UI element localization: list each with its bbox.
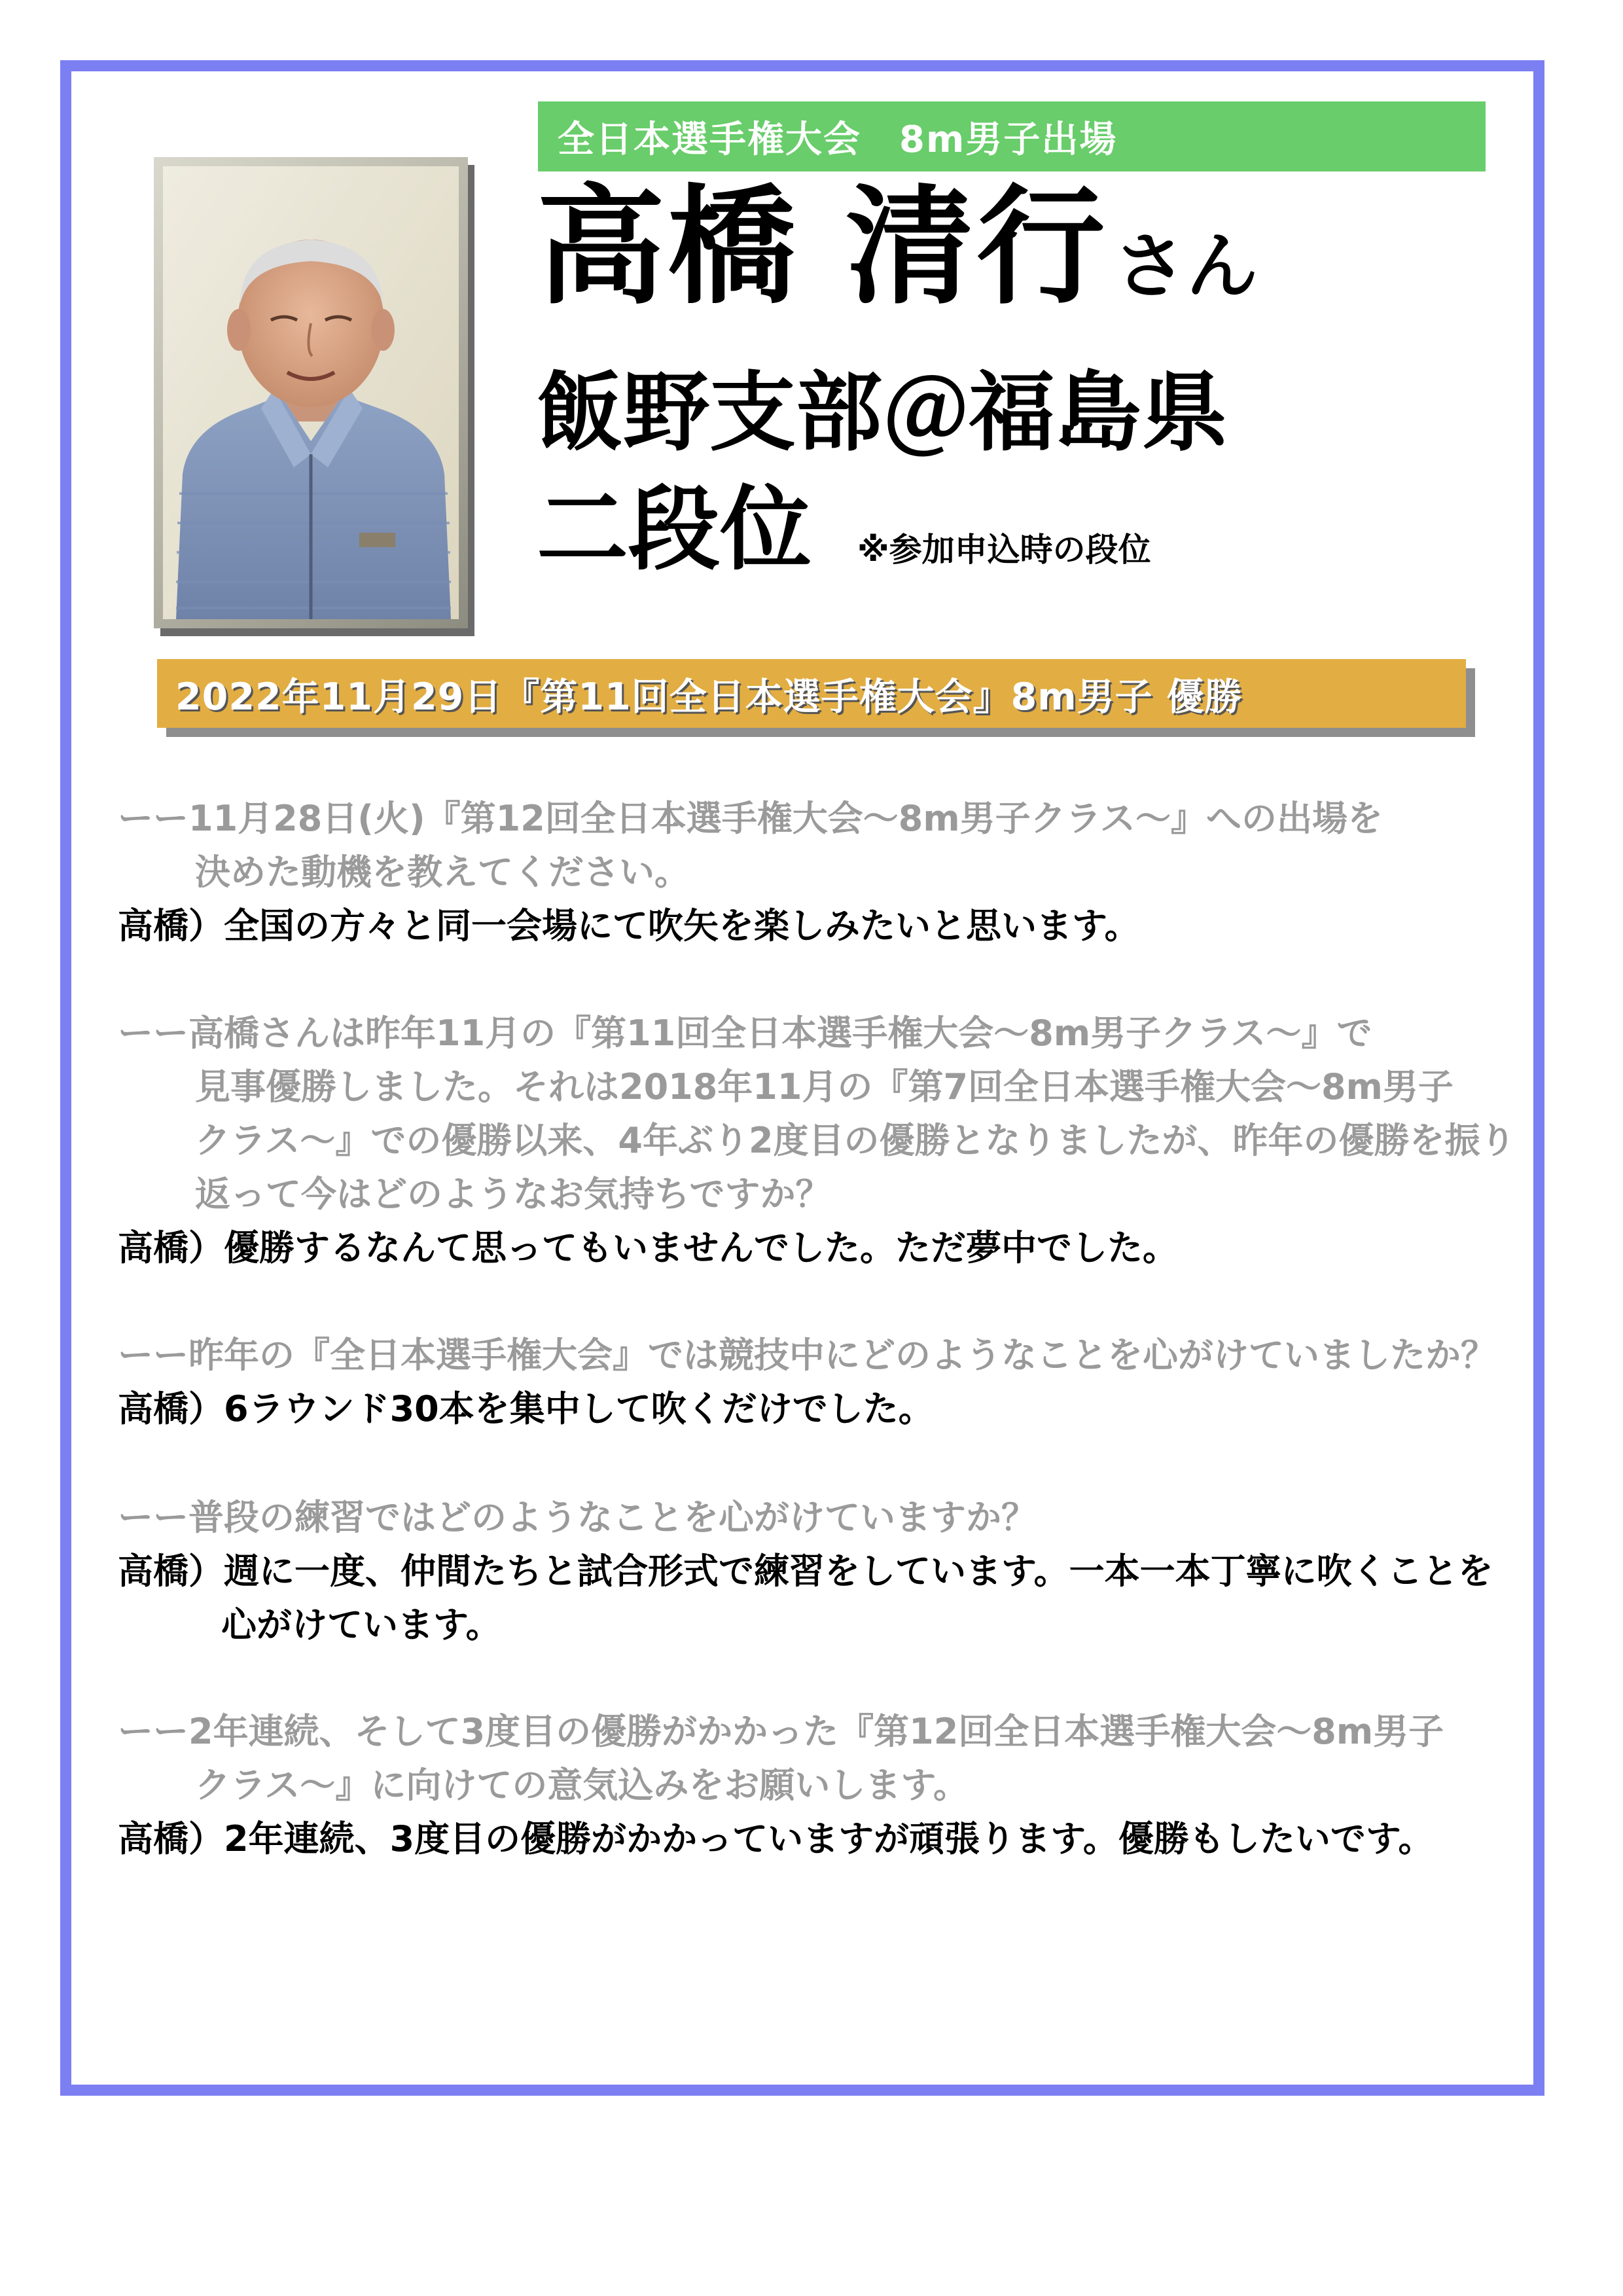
question-line: ーー2年連続、そして3度目の優勝がかかった『第12回全日本選手権大会～8m男子 (118, 1711, 1444, 1752)
honorific-suffix: さん (1114, 224, 1258, 308)
answer-line: 高橋）全国の方々と同一会場にて吹矢を楽しみたいと思います。 (118, 905, 1140, 946)
event-label: 全日本選手権大会 8m男子出場 (558, 118, 1118, 161)
question-line: クラス～』に向けての意気込みをお願いします。 (195, 1765, 969, 1806)
qa-block-3 (118, 1329, 1518, 1436)
answer (118, 1545, 1518, 1652)
achievement-banner (157, 659, 1466, 728)
person-name: 高橋 清行 (537, 173, 1108, 322)
question-line: 見事優勝しました。それは2018年11月の『第7回全日本選手権大会～8m男子 (195, 1066, 1454, 1107)
question-line: 決めた動機を教えてください。 (195, 852, 690, 893)
rank-row (537, 476, 1151, 583)
answer-line: 高橋）2年連続、3度目の優勝がかかっていますが頑張ります。優勝もしたいです。 (118, 1818, 1434, 1859)
question (118, 1705, 1518, 1812)
event-banner (538, 101, 1486, 171)
qa-block-4 (118, 1491, 1518, 1652)
answer-line: 高橋）6ラウンド30本を集中して吹くだけでした。 (118, 1388, 934, 1429)
question-line: ーー普段の練習ではどのようなことを心がけていますか？ (118, 1497, 1037, 1538)
question (118, 792, 1518, 899)
branch-label: 飯野支部＠福島県 (537, 363, 1228, 463)
qa-block-2 (118, 1007, 1518, 1275)
answer-line: 高橋）優勝するなんて思ってもいませんでした。ただ夢中でした。 (118, 1227, 1178, 1268)
question (118, 1329, 1518, 1382)
answer (118, 1812, 1518, 1866)
rank-note: ※参加申込時の段位 (857, 531, 1151, 569)
answer (118, 1221, 1518, 1275)
portrait-photo (154, 157, 468, 628)
rank-label: 二段位 (537, 476, 812, 583)
portrait-image (163, 166, 459, 619)
answer-line: 心がけています。 (221, 1604, 501, 1645)
achievement-label: 2022年11月29日『第11回全日本選手権大会』8m男子 優勝 (175, 675, 1243, 719)
answer-line: 高橋）週に一度、仲間たちと試合形式で練習をしています。一本一本丁寧に吹くことを (118, 1551, 1493, 1592)
question-line: 返って今はどのようなお気持ちですか？ (195, 1174, 831, 1215)
question (118, 1007, 1518, 1221)
answer (118, 899, 1518, 953)
name-heading (537, 173, 1258, 353)
question-line: ーー昨年の『全日本選手権大会』では競技中にどのようなことを心がけていましたか？ (118, 1335, 1496, 1376)
answer (118, 1382, 1518, 1436)
question-line: ーー高橋さんは昨年11月の『第11回全日本選手権大会～8m男子クラス～』で (118, 1013, 1372, 1054)
qa-block-5 (118, 1705, 1518, 1866)
qa-block-1 (118, 792, 1518, 953)
question (118, 1491, 1518, 1545)
question-line: ーー11月28日(火)『第12回全日本選手権大会～8m男子クラス～』への出場を (118, 798, 1383, 839)
question-line: クラス～』での優勝以来、4年ぶり2度目の優勝となりましたが、昨年の優勝を振り (195, 1120, 1516, 1161)
